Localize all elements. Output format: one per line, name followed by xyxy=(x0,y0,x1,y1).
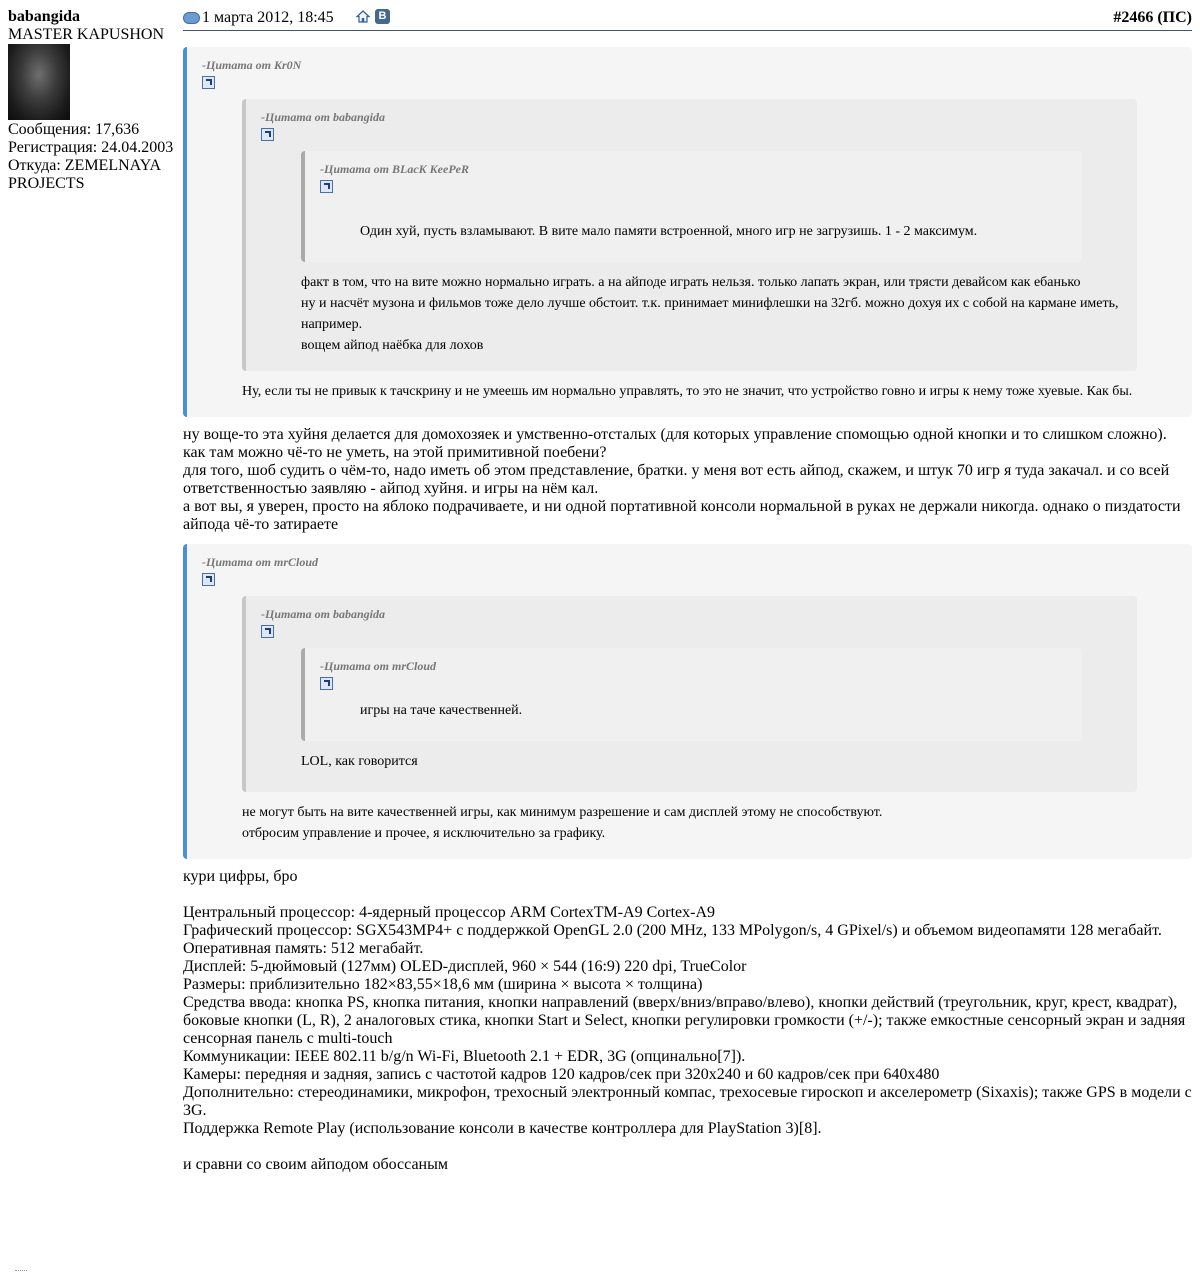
user-location: Откуда: ZEMELNAYA PROJECTS xyxy=(8,157,161,192)
user-title: MASTER KAPUSHON xyxy=(8,26,165,43)
quote-link-icon[interactable] xyxy=(320,180,333,193)
quote-link-icon[interactable] xyxy=(261,128,274,141)
home-icon[interactable] xyxy=(356,10,370,23)
post-body xyxy=(183,8,1192,1174)
quote-author: -Цитата от babangida xyxy=(261,607,386,621)
quote-text: Один хуй, пусть взламывают. В вите мало памяти встроенной, много игр не загрузишь. 1 - 2 максимум. xyxy=(360,224,978,239)
quote-block xyxy=(183,544,1192,859)
post-date: 1 марта 2012, 18:45 xyxy=(202,9,334,26)
quote-text: игры на таче качественней. xyxy=(360,703,523,718)
post-text: ну воще-то эта хуйня делается для домохозяек и умственно-отсталых (для которых управление спомощью одной кнопки и то слишком сложно). как там можно чё-то не уметь, на этой примитивной поебени? для того, шоб судить о чём-то, надо иметь об этом представление, братки. у меня вот есть айпод, скажем, и штук 70 игр я туда закачал. и со всей ответственностью заявляю - айпод хуйня. и игры на нём кал. а вот вы, я уверен, просто на яблоко подрачиваете, и ни одной портативной консоли нормальной в руках не держали никогда. однако о пиздатости айпода чё-то затираете xyxy=(183,426,1181,533)
quote-author: -Цитата от BLacK KeePeR xyxy=(320,162,469,176)
nested-quote-block xyxy=(242,596,1137,792)
username[interactable]: babangida xyxy=(8,8,81,25)
quote-text: Ну, если ты не привык к тачскрину и не умеешь им нормально управлять, то это не значит, что устройство говно и игры к нему тоже хуевые. Как бы. xyxy=(242,384,1133,399)
quote-link-icon[interactable] xyxy=(202,76,215,89)
quote-author: -Цитата от Kr0N xyxy=(202,58,302,72)
quote-text: LOL, как говорится xyxy=(301,754,418,769)
nested-quote-block xyxy=(301,648,1082,741)
post-icon xyxy=(183,12,200,24)
divider xyxy=(15,1270,27,1273)
quote-link-icon[interactable] xyxy=(320,677,333,690)
spec-list: Центральный процессор: 4-ядерный процессор ARM CortexTM-A9 Cortex-A9 Графический процессор: SGX543MP4+ с поддержкой OpenGL 2.0 (200 MHz, 133 MPolygon/s, 4 GPixel/s) и объемом видеопамяти 128 мегабайт. Оперативная память: 512 мегабайт. Дисплей: 5-дюймовый (127мм) OLED-дисплей, 960 × 544 (16:9) 220 dpi, TrueColor Размеры: приблизительно 182×83,55×18,6 мм (ширина × высота × толщина) Средства ввода: кнопка PS, кнопка питания, кнопки направлений (вверх/вниз/вправо/влево), кнопки действий (треугольник, круг, крест, квадрат), боковые кнопки (L, R), 2 аналоговых стика, кнопки Start и Select, кнопки регулировки громкости (+/-); также емкостные сенсорный экран и задняя сенсорная панель с multi-touch Коммуникации: IEEE 802.11 b/g/n Wi-Fi, Bluetooth 2.1 + EDR, 3G (опцинально[7]). Камеры: передняя и задняя, запись с частотой кадров 120 кадров/сек при 320x240 и 60 кадров/сек при 640x480 Дополнительно: стереодинамики, микрофон, трехосный электронный компас, трехосевые гироскоп и акселерометр (Sixaxis); также GPS в модели с 3G. Поддержка Remote Play (использование консоли в качестве контроллера для PlayStation 3)[8]. xyxy=(183,904,1192,1137)
user-info xyxy=(8,8,178,193)
quote-text: факт в том, что на вите можно нормально играть. а на айподе играть нельзя. только лапать экран, или трясти девайсом как ебанько ну и насчёт музона и фильмов тоже дело лучше обстоит. т.к. принимает минифлешки на 32гб. можно дохуя их с собой на кармане иметь, например. вощем айпод наёбка для лохов xyxy=(301,275,1119,353)
quote-link-icon[interactable] xyxy=(261,625,274,638)
vk-share-icon[interactable]: В xyxy=(375,9,390,24)
post-header xyxy=(183,8,1192,31)
nested-quote-block xyxy=(242,99,1137,371)
post-text: кури цифры, бро Центральный процессор: 4-ядерный процессор ARM CortexTM-A9 Cortex-A9 Графический процессор: SGX543MP4+ с поддержкой OpenGL 2.0 (200 MHz, 133 MPolygon/s, 4 GPixel/s) и объемом видеопамяти 128 мегабайт. Оперативная память: 512 мегабайт. Дисплей: 5-дюймовый (127мм) OLED-дисплей, 960 × 544 (16:9) 220 dpi, TrueColor Размеры: приблизительно 182×83,55×18,6 мм (ширина × высота × толщина) Средства ввода: кнопка PS, кнопка питания, кнопки направлений (вверх/вниз/вправо/влево), кнопки действий (треугольник, круг, крест, квадрат), боковые кнопки (L, R), 2 аналоговых стика, кнопки Start и Select, кнопки регулировки громкости (+/-); также емкостные сенсорный экран и задняя сенсорная панель с multi-touch Коммуникации: IEEE 802.11 b/g/n Wi-Fi, Bluetooth 2.1 + EDR, 3G (опцинально[7]). Камеры: передняя и задняя, запись с частотой кадров 120 кадров/сек при 320x240 и 60 кадров/сек при 640x480 Дополнительно: стереодинамики, микрофон, трехосный электронный компас, трехосевые гироскоп и акселерометр (Sixaxis); также GPS в модели с 3G. Поддержка Remote Play (использование консоли в качестве контроллера для PlayStation 3)[8]. и сравни со своим айподом обоссаным xyxy=(183,868,1192,1173)
quote-author: -Цитата от mrCloud xyxy=(320,659,437,673)
quote-author: -Цитата от babangida xyxy=(261,110,386,124)
avatar[interactable] xyxy=(8,44,70,120)
quote-author: -Цитата от mrCloud xyxy=(202,555,319,569)
nested-quote-block xyxy=(301,151,1082,262)
user-posts: Сообщения: 17,636 xyxy=(8,121,140,138)
quote-block xyxy=(183,47,1192,417)
quote-link-icon[interactable] xyxy=(202,573,215,586)
quote-text: не могут быть на вите качественней игры, как минимум разрешение и сам дисплей этому не способствуют. отбросим управление и прочее, я исключительно за графику. xyxy=(242,805,883,841)
user-registration: Регистрация: 24.04.2003 xyxy=(8,139,174,156)
post-number[interactable]: #2466 (ПС) xyxy=(1113,9,1192,26)
